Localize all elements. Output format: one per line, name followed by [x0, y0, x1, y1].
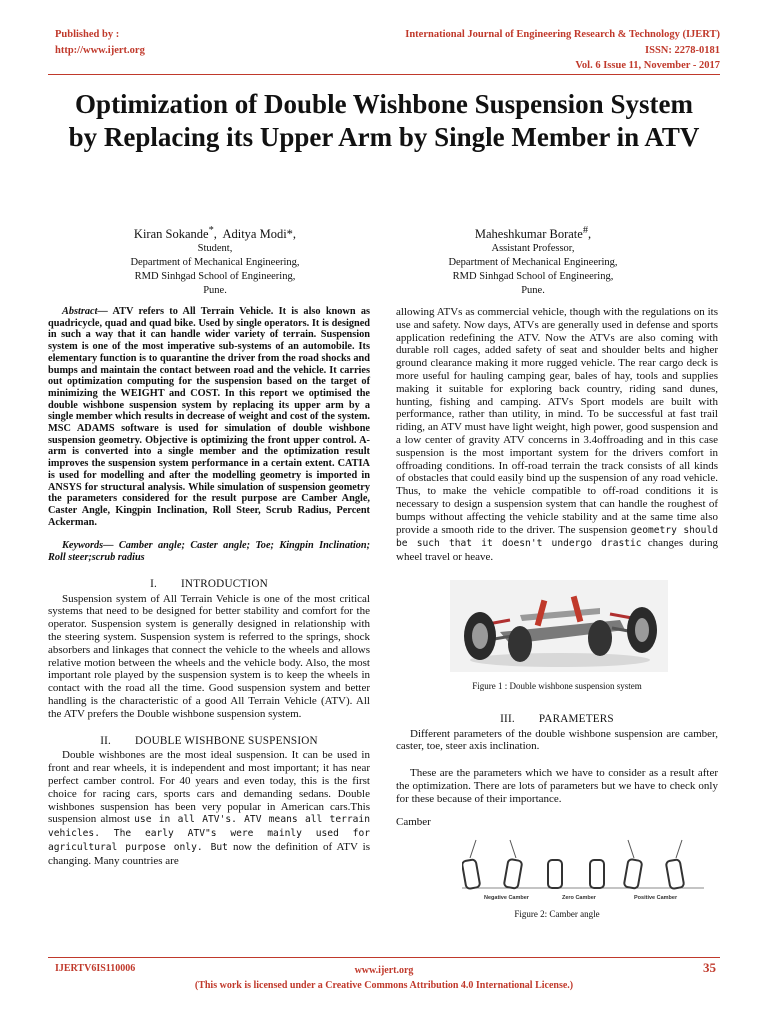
figure-2-caption: Figure 2: Camber angle: [514, 909, 600, 920]
camber-label-positive: Positive Camber: [634, 895, 678, 902]
right-text-b: changes during wheel travel or heave.: [396, 537, 719, 564]
volume-issue: Vol. 6 Issue 11, November - 2017: [575, 60, 720, 71]
section-number: II.: [100, 734, 112, 747]
atv-suspension-illustration: [450, 580, 668, 672]
figure-2-camber-image: [462, 836, 704, 902]
dws-text-mono: use in all ATV's. ATV means all terrain vehicles. The early ATV"s were mainly used for agricultural purpose only. But: [48, 814, 370, 853]
author-city: Pune.: [203, 285, 227, 297]
author-names-right: [383, 223, 683, 242]
author-dept: Department of Mechanical Engineering,: [130, 257, 300, 269]
paper-title: Optimization of Double Wishbone Suspension System by Replacing its Upper Arm by Single Member in ATV: [68, 89, 700, 152]
author-name-suffix: ,: [588, 227, 592, 242]
published-by-label: Published by :: [55, 29, 120, 40]
issn: ISSN: 2278-0181: [645, 44, 720, 56]
author-role: Student,: [197, 243, 233, 255]
author-block-left: [65, 223, 365, 298]
camber-label-negative: Negative Camber: [484, 895, 529, 902]
abstract-text: ATV refers to All Terrain Vehicle. It is also known as quadricycle, quad and quad bike. Used by single operators. It is designed in such a way that it can handle wider variety of terrain. Suspension system is one of the most imperative sub-systems of an automobile. Its elementary function is to quarantine the driver from the road shocks and bumps and maintain the contact between road and the vehicle. It carries out optimization computing for the suspension based on the target of minimizing the WEIGHT and COST. In this report we optimised the double wishbone suspension system by replacing its upper arm by a single member which results in decrease of weight and cost of the system. MSC ADAMS software is used for simulation of double wishbone suspension geometry. Objective is optimizing the front upper control. A-arm is converted into a single member and the optimization result improves the suspension system performance in a certain extent. CATIA is used for modelling and after the modelling geometry is imported in ANSYS for structural analysis. While simulation of suspension geometry the parameters considered for the result purpose are Camber Angle, Caster Angle, Kingpin Inclination, Roll Steer, Scrub Radius, Percent Ackerman.: [48, 306, 370, 528]
section-title: PARAMETERS: [538, 712, 614, 725]
author-school: RMD Sinhgad School of Engineering,: [452, 271, 614, 283]
dws-text-b: now the definition of ATV is changing. Many countries are: [48, 840, 371, 867]
section-heading-dws: [48, 735, 370, 748]
author-dept: Department of Mechanical Engineering,: [448, 257, 618, 269]
author-city: Pune.: [521, 285, 545, 297]
section-number: III.: [500, 712, 515, 725]
dws-paragraph: [48, 749, 370, 867]
paper-id: IJERTV6IS110006: [55, 963, 136, 974]
intro-paragraph: Suspension system of All Terrain Vehicle is one of the most critical systems that need to be designed for better stability and comfort for the operator. Suspension system is generally designed in relationship with the steering system. Suspension system is referred to the springs, shock absorbers and linkages that connect the vehicle to the wheels and allows relative motion between the wheels and the vehicle body. Also, the most important role played by the suspension system is to keep the wheels in contact with the road all the time. Good suspension system and better handling is the characteristic of a good All Terrain Vehicle (ATV). All the ATV prefers the Double wishbone suspension system.: [48, 592, 370, 720]
keywords-text: Camber angle; Caster angle; Toe; Kingpin Inclination; Roll steer;scrub radius: [48, 540, 370, 564]
camber-label-zero: Zero Camber: [562, 895, 596, 902]
publisher-block: [55, 27, 145, 59]
page-number: 35: [703, 960, 716, 975]
section-number: I.: [150, 577, 157, 590]
journal-name: International Journal of Engineering Research & Technology (IJERT): [405, 29, 720, 40]
author-school: RMD Sinhgad School of Engineering,: [134, 271, 296, 283]
author-name: Maheshkumar Borate: [474, 227, 583, 242]
footer-center: [0, 963, 768, 993]
section-title: DOUBLE WISHBONE SUSPENSION: [135, 734, 318, 747]
camber-label: Camber: [396, 815, 431, 828]
author-block-right: [383, 223, 683, 298]
journal-block: [405, 27, 720, 74]
header-divider: [48, 74, 720, 75]
author-mark: *: [208, 225, 214, 236]
figure-1-suspension-image: [450, 580, 668, 672]
author-name: Aditya Modi*,: [222, 227, 297, 242]
section-title: INTRODUCTION: [181, 577, 268, 590]
left-column: [48, 306, 370, 868]
right-text-mono: geometry should be such that it doesn't undergo drastic: [396, 524, 718, 550]
dws-text-a: Double wishbones are the most ideal suspension. It can be used in front and rear wheels, it is independent and most important; it has near perfect camber control. For 40 years and even today, this is the first choice for racing cars, sports cars and demanding sedans. Double wishbones suspension has been very popular in American cars.This suspension almost: [48, 749, 370, 826]
publisher-link[interactable]: http://www.ijert.org: [55, 45, 145, 56]
right-paragraph: [396, 306, 718, 564]
params-paragraph-2: These are the parameters which we have to consider as a result after the optimization. There are lots of parameters but we have to check only for these because of their importance.: [396, 767, 718, 805]
author-name: Kiran Sokande: [133, 227, 209, 242]
section-heading-intro: [48, 578, 370, 591]
right-column: [396, 306, 718, 921]
section-heading-params: [396, 713, 718, 726]
keywords-lead: Keywords—: [62, 540, 114, 552]
author-names-left: Kiran Sokande*, Aditya Modi*,: [133, 225, 297, 242]
abstract-lead: Abstract—: [62, 306, 108, 317]
keywords: [48, 540, 370, 563]
license-note: (This work is licensed under a Creative Commons Attribution 4.0 International License.): [194, 980, 574, 991]
figure-1-caption: Figure 1 : Double wishbone suspension system: [472, 680, 642, 691]
abstract: [48, 306, 370, 528]
params-paragraph-1: Different parameters of the double wishbone suspension are camber, caster, toe, steer axis inclination.: [396, 727, 718, 753]
camber-diagram: [462, 836, 704, 902]
author-mark: #: [582, 225, 589, 236]
footer-site-link[interactable]: www.ijert.org: [354, 965, 414, 976]
footer-divider: [48, 957, 720, 958]
author-role: Assistant Professor,: [491, 243, 575, 255]
right-text-a: allowing ATVs as commercial vehicle, though with the regulations on its use and safety. Now days, ATVs are generally used in defense and sports application redefining the ATV. Now the ATVs are also coming with durable roll cages, added safety of seat and shoulder belts and higher ground clearance making it more rugged vehicle. The rear cargo deck is more useful for hauling camping gear, bales of hay, tools and supplies making it suitable for exploring back country, riding sand dunes, hunting, fishing and camping. ATVs Sport models are built with performance, rather than utility, in mind. To be successful at fast trail riding, an ATV must have light weight, high power, good suspension and a low center of gravity ATV concerns in 3.4offroading and in this case suspension is the most important system for the drivers comfort in offroading conditions. In off-road terrain the track consists of all kinds of obstacles that could easily bind up the suspension of any road vehicle. Thus, to make the vehicle compatible to off-road conditions it is necessary to design a suspension system that can handle the roughest of bumps without affecting the vehicle stability and at the same time also provide a smooth ride to the driver. The suspension: [396, 306, 718, 536]
